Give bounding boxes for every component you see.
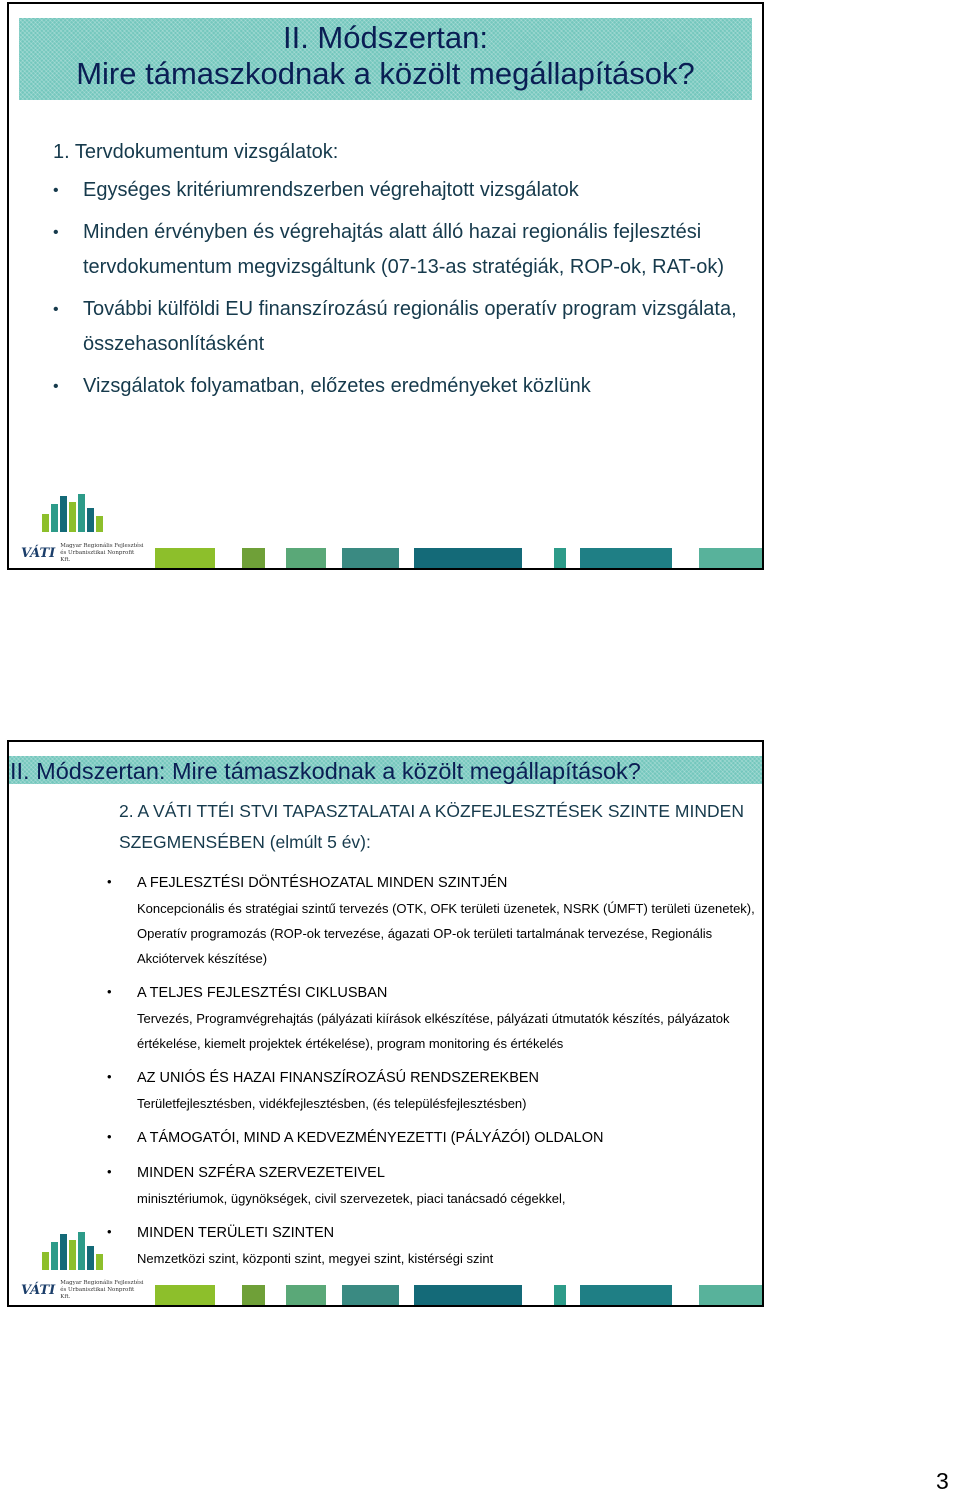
list-item: [107, 1065, 757, 1116]
list-item-heading: A TÁMOGATÓI, MIND A KEDVEZMÉNYEZETTI (PÁLYÁZÓI) OLDALON: [137, 1130, 604, 1146]
list-item: [107, 1125, 757, 1151]
list-item-detail: minisztériumok, ügynökségek, civil szervezetek, piaci tanácsadó cégekkel,: [137, 1191, 566, 1206]
bullet-icon: •: [107, 1129, 112, 1144]
list-item-text: Egységes kritériumrendszerben végrehajtott vizsgálatok: [83, 179, 579, 201]
bullet-icon: •: [53, 224, 59, 241]
bullet-icon: •: [107, 984, 112, 999]
bullet-icon: •: [107, 1164, 112, 1179]
logo-bars-icon: [42, 492, 112, 532]
bullet-icon: •: [53, 182, 59, 199]
vati-logo: [21, 543, 145, 564]
list-item: [107, 870, 757, 971]
vati-logo-subtitle: Magyar Regionális Fejlesztési és Urbanisztikai Nonprofit Kft.: [60, 543, 144, 563]
vati-logo: [21, 1280, 145, 1301]
list-item-detail: Területfejlesztésben, vidékfejlesztésben, (és településfejlesztésben): [137, 1096, 527, 1111]
list-item-detail: Tervezés, Programvégrehajtás (pályázati kiírások elkészítése, pályázati útmutatók készítés, pályázatok értékelése, kiemelt projektek értékelése), program monitoring és értékelés: [137, 1011, 730, 1051]
bullet-icon: •: [107, 874, 112, 889]
bullet-icon: •: [107, 1069, 112, 1084]
list-item-text: Vizsgálatok folyamatban, előzetes eredményeket közlünk: [83, 375, 591, 397]
slide-2-heading: 2. A VÁTI TTÉI STVI TAPASZTALATAI A KÖZFEJLESZTÉSEK SZINTE MINDEN SZEGMENSÉBEN (elmúlt 5 év):: [119, 801, 744, 852]
slide-2: [7, 740, 764, 1307]
slide-1-heading: 1. Tervdokumentum vizsgálatok:: [53, 141, 339, 163]
vati-logo-subtitle: Magyar Regionális Fejlesztési és Urbanisztikai Nonprofit Kft.: [60, 1280, 144, 1300]
list-item: [53, 215, 753, 285]
list-item: [107, 980, 757, 1056]
list-item-heading: MINDEN SZFÉRA SZERVEZETEIVEL: [137, 1165, 385, 1181]
list-item: [107, 1220, 757, 1271]
list-item-detail: Nemzetközi szint, központi szint, megyei szint, kistérségi szint: [137, 1251, 494, 1266]
slide-1-title: [9, 20, 762, 92]
page-number: 3: [936, 1468, 949, 1494]
slide-2-bullet-list: [107, 870, 757, 1280]
slide-2-title: II. Módszertan: Mire támaszkodnak a közölt megállapítások?: [10, 758, 641, 784]
list-item: [53, 292, 753, 362]
list-item-heading: A FEJLESZTÉSI DÖNTÉSHOZATAL MINDEN SZINTJÉN: [137, 875, 508, 891]
bullet-icon: •: [107, 1224, 112, 1239]
slide-1-title-line-1: II. Módszertan:: [282, 20, 489, 55]
vati-logo-word: VÁTI: [21, 546, 56, 561]
slide-1: [7, 2, 764, 570]
list-item-heading: MINDEN TERÜLETI SZINTEN: [137, 1225, 335, 1241]
bullet-icon: •: [53, 378, 59, 395]
slide-1-title-line-2: Mire támaszkodnak a közölt megállapítások?: [76, 56, 695, 91]
list-item-heading: A TELJES FEJLESZTÉSI CIKLUSBAN: [137, 985, 388, 1001]
list-item-detail: Koncepcionális és stratégiai szintű tervezés (OTK, OFK területi üzenetek, NSRK (ÚMFT) területi üzenetek), Operatív programozás (ROP-ok tervezése, ágazati OP-ok területi tartalmának tervezése, Regionális Akciótervek készítése): [137, 901, 755, 966]
list-item-heading: AZ UNIÓS ÉS HAZAI FINANSZÍROZÁSÚ RENDSZEREKBEN: [137, 1070, 540, 1086]
list-item: [53, 173, 753, 208]
vati-logo-word: VÁTI: [21, 1283, 56, 1298]
bullet-icon: •: [53, 301, 59, 318]
list-item: [53, 369, 753, 404]
logo-bars-icon: [42, 1230, 112, 1270]
slide-1-bullet-list: [53, 173, 753, 404]
slide-1-body: [53, 139, 753, 411]
list-item-text: További külföldi EU finanszírozású regionális operatív program vizsgálata, összehasonlításként: [83, 298, 737, 355]
list-item-text: Minden érvényben és végrehajtás alatt álló hazai regionális fejlesztési tervdokumentum megvizsgáltunk (07-13-as stratégiák, ROP-ok, RAT-ok): [83, 221, 724, 278]
list-item: [107, 1160, 757, 1211]
